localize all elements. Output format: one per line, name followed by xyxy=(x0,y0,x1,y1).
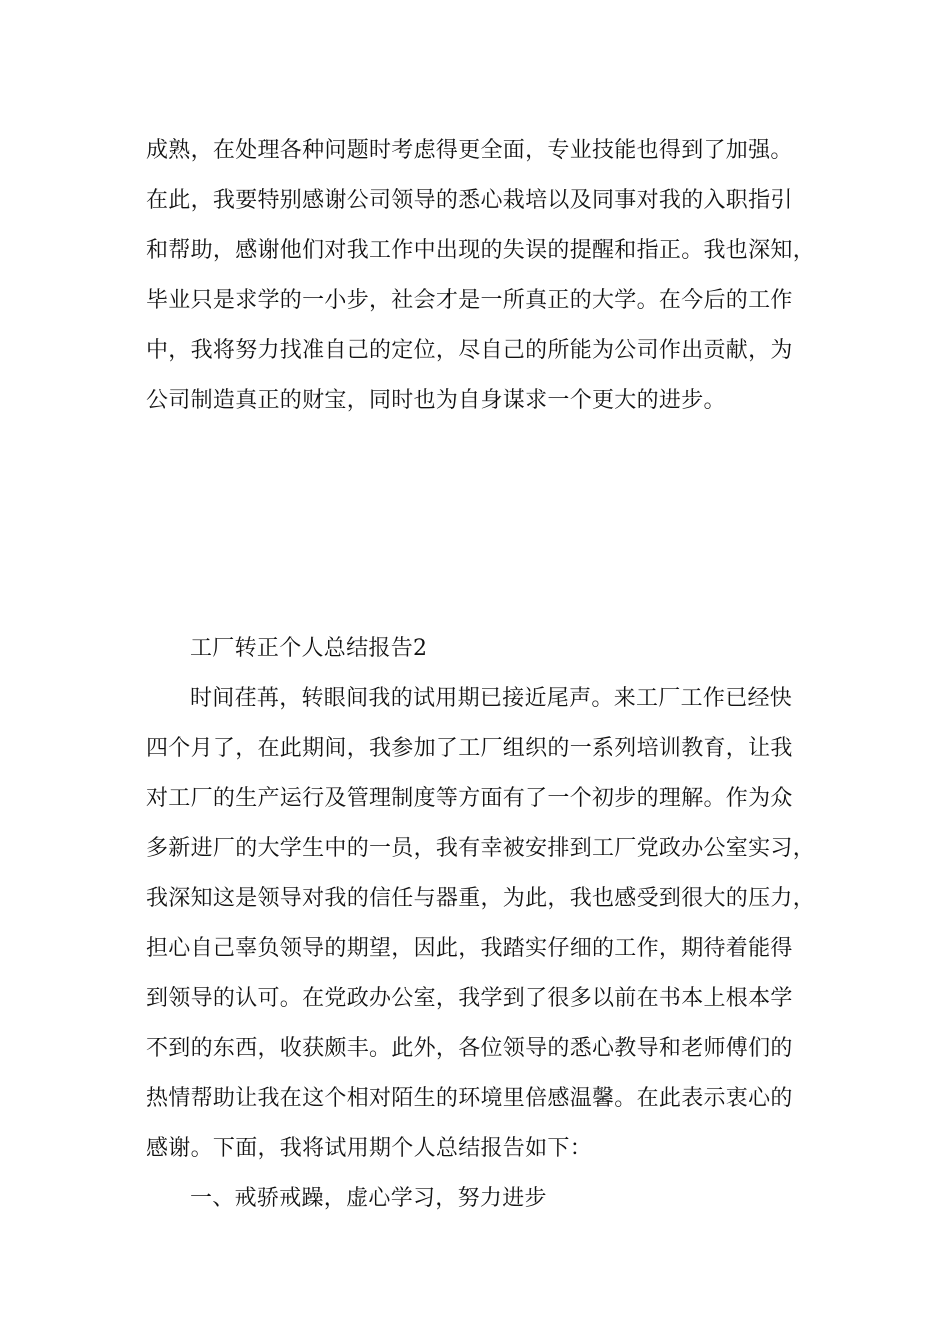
paragraph-line: 担心自己辜负领导的期望，因此，我踏实仔细的工作，期待着能得 xyxy=(146,936,793,961)
paragraph-line: 对工厂的生产运行及管理制度等方面有了一个初步的理解。作为众 xyxy=(146,786,793,811)
paragraph-line: 不到的东西，收获颇丰。此外，各位领导的悉心教导和老师傅们的 xyxy=(146,1036,793,1061)
paragraph-line: 在此，我要特别感谢公司领导的悉心栽培以及同事对我的入职指引 xyxy=(146,188,793,213)
subheading: 一、戒骄戒躁，虚心学习，努力进步 xyxy=(190,1186,547,1211)
paragraph-line: 成熟，在处理各种问题时考虑得更全面，专业技能也得到了加强。 xyxy=(146,138,793,163)
paragraph-line: 我深知这是领导对我的信任与器重，为此，我也感受到很大的压力， xyxy=(146,886,816,911)
section-title: 工厂转正个人总结报告2 xyxy=(190,636,428,661)
paragraph-line: 多新进厂的大学生中的一员，我有幸被安排到工厂党政办公室实习， xyxy=(146,836,816,861)
paragraph-line: 时间荏苒，转眼间我的试用期已接近尾声。来工厂工作已经快 xyxy=(190,686,793,711)
paragraph-line: 感谢。下面，我将试用期个人总结报告如下： xyxy=(146,1136,593,1161)
paragraph-line: 四个月了，在此期间，我参加了工厂组织的一系列培训教育，让我 xyxy=(146,736,793,761)
paragraph-line: 公司制造真正的财宝，同时也为自身谋求一个更大的进步。 xyxy=(146,388,726,413)
paragraph-line: 热情帮助让我在这个相对陌生的环境里倍感温馨。在此表示衷心的 xyxy=(146,1086,793,1111)
paragraph-line: 毕业只是求学的一小步，社会才是一所真正的大学。在今后的工作 xyxy=(146,288,793,313)
paragraph-line: 和帮助，感谢他们对我工作中出现的失误的提醒和指正。我也深知， xyxy=(146,238,816,263)
paragraph-line: 中，我将努力找准自己的定位，尽自己的所能为公司作出贡献，为 xyxy=(146,338,793,363)
paragraph-line: 到领导的认可。在党政办公室，我学到了很多以前在书本上根本学 xyxy=(146,986,793,1011)
